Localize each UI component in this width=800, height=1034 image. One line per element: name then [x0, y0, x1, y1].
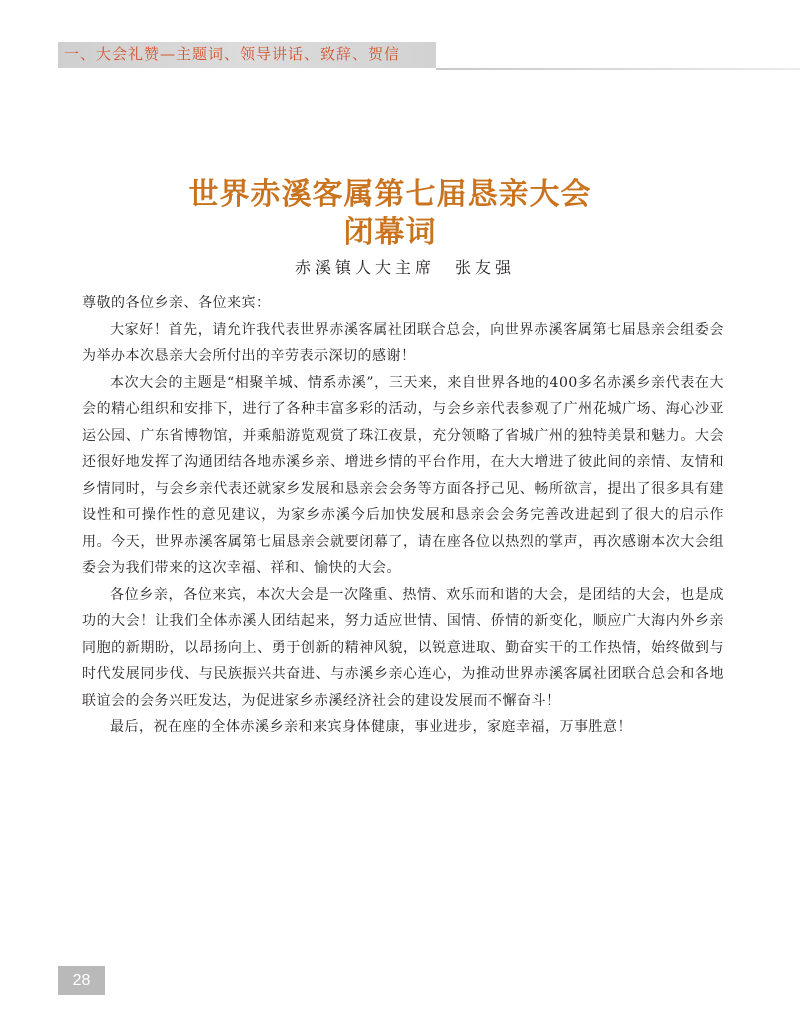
article-body — [82, 290, 724, 741]
page-number: 28 — [72, 972, 91, 989]
paragraph: 各位乡亲，各位来宾，本次大会是一次隆重、热情、欢乐而和谐的大会，是团结的大会，也是成功的大会！让我们全体赤溪人团结起来，努力适应世情、国情、侨情的新变化，顺应广大海内外乡亲同胞的新期盼，以昂扬向上、勇于创新的精神风貌，以锐意进取、勤奋实干的工作热情，始终做到与时代发展同步伐、与民族振兴共奋进、与赤溪乡亲心连心，为推动世界赤溪客属社团联合总会和各地联谊会的会务兴旺发达，为促进家乡赤溪经济社会的建设发展而不懈奋斗！ — [82, 586, 724, 709]
article-byline: 赤溪镇人大主席 张友强 — [294, 258, 515, 277]
article-title-line1: 世界赤溪客属第七届恳亲大会 — [188, 177, 592, 212]
paragraph: 大家好！首先，请允许我代表世界赤溪客属社团联合总会，向世界赤溪客属第七届恳亲会组委会为举办本次恳亲大会所付出的辛劳表示深切的感谢！ — [82, 321, 724, 364]
header-divider — [436, 68, 800, 70]
paragraph: 本次大会的主题是“相聚羊城、情系赤溪”，三天来，来自世界各地的400多名赤溪乡亲代表在大会的精心组织和安排下，进行了各种丰富多彩的活动，与会乡亲代表参观了广州花城广场、海心沙亚运公园、广东省博物馆，并乘船游览观赏了珠江夜景，充分领略了省城广州的独特美景和魅力。大会还很好地发挥了沟通团结各地赤溪乡亲、增进乡情的平台作用，在大大增进了彼此间的亲情、友情和乡情同时，与会乡亲代表还就家乡发展和恳亲会会务等方面各抒己见、畅所欲言，提出了很多具有建设性和可操作性的意见建议，为家乡赤溪今后加快发展和恳亲会会务完善改进起到了很大的启示作用。今天，世界赤溪客属第七届恳亲会就要闭幕了，请在座各位以热烈的掌声，再次感谢本次大会组委会为我们带来的这次幸福、祥和、愉快的大会。 — [82, 374, 724, 576]
article-title-line2: 闭幕词 — [343, 215, 437, 250]
salutation: 尊敬的各位乡亲、各位来宾： — [82, 295, 271, 311]
section-header-label: 一、大会礼赞—主题词、领导讲话、致辞、贺信 — [64, 45, 401, 63]
paragraph: 最后，祝在座的全体赤溪乡亲和来宾身体健康，事业进步，家庭幸福，万事胜意！ — [110, 719, 632, 735]
